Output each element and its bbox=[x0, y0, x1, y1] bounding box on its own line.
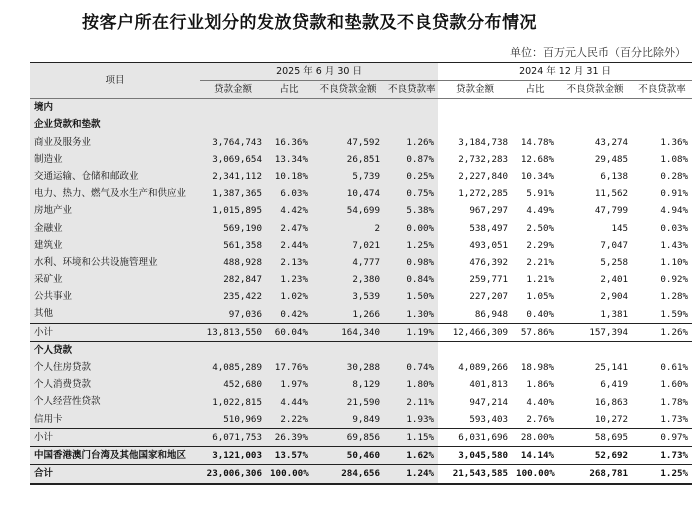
table-row bbox=[30, 185, 692, 202]
cell-value: 58,695 bbox=[558, 428, 632, 446]
cell-value: 86,948 bbox=[474, 308, 509, 320]
cell-value: 7,047 bbox=[600, 239, 629, 251]
header-period-2025: 2025 年 6 月 30 日 bbox=[200, 63, 438, 81]
cell-value: 2.11% bbox=[384, 394, 438, 411]
table-row bbox=[30, 134, 692, 151]
table-row bbox=[30, 359, 692, 376]
row-label: 小计 bbox=[30, 428, 200, 446]
cell-value: 1,387,365 bbox=[200, 185, 266, 202]
table-row bbox=[30, 220, 692, 237]
cell-value: 23,006,306 bbox=[200, 465, 266, 484]
cell-value: 3,121,003 bbox=[200, 447, 266, 465]
total-row bbox=[30, 465, 692, 484]
cell-value: 488,928 bbox=[200, 254, 266, 271]
cell-value: 1.60% bbox=[660, 379, 689, 391]
cell-value: 1.73% bbox=[660, 413, 689, 425]
table-row bbox=[30, 168, 692, 185]
cell-value: 1.23% bbox=[266, 271, 312, 288]
cell-value: 3,184,738 bbox=[458, 136, 509, 148]
cell-value: 268,781 bbox=[558, 465, 632, 484]
cell-value: 47,592 bbox=[312, 134, 384, 151]
cell-value: 3,045,580 bbox=[438, 447, 512, 465]
row-label: 水利、环境和公共设施管理业 bbox=[30, 254, 200, 271]
cell-value: 1,272,285 bbox=[458, 188, 509, 200]
cell-value: 4.94% bbox=[660, 205, 689, 217]
cell-value: 1.15% bbox=[384, 428, 438, 446]
cell-value: 17.76% bbox=[266, 359, 312, 376]
cell-value: 2,380 bbox=[312, 271, 384, 288]
cell-value: 1.62% bbox=[384, 447, 438, 465]
cell-value: 0.92% bbox=[660, 274, 689, 286]
cell-value: 510,969 bbox=[200, 411, 266, 429]
cell-value: 6,138 bbox=[600, 171, 629, 183]
cell-value: 25,141 bbox=[594, 362, 629, 374]
cell-value: 10,474 bbox=[312, 185, 384, 202]
cell-value: 69,856 bbox=[312, 428, 384, 446]
cell-value: 14.14% bbox=[512, 447, 558, 465]
cell-value: 0.03% bbox=[660, 222, 689, 234]
row-label: 中国香港澳门台湾及其他国家和地区 bbox=[30, 447, 200, 465]
cell-value: 2,904 bbox=[600, 291, 629, 303]
cell-value: 97,036 bbox=[200, 306, 266, 324]
cell-value: 1.93% bbox=[384, 411, 438, 429]
col-header: 占比 bbox=[512, 81, 558, 99]
cell-value: 1.50% bbox=[384, 288, 438, 305]
cell-value: 1.10% bbox=[660, 257, 689, 269]
cell-value: 2 bbox=[312, 220, 384, 237]
table-row bbox=[30, 237, 692, 254]
cell-value: 6,071,753 bbox=[200, 428, 266, 446]
cell-value: 0.28% bbox=[660, 171, 689, 183]
header-item: 项目 bbox=[30, 63, 200, 99]
cell-value: 21,543,585 bbox=[438, 465, 512, 484]
cell-value: 947,214 bbox=[469, 396, 509, 408]
subtotal-row-corporate bbox=[30, 323, 692, 341]
cell-value: 2.50% bbox=[526, 222, 555, 234]
cell-value: 100.00% bbox=[512, 465, 558, 484]
table-row bbox=[30, 288, 692, 305]
row-label: 个人住房贷款 bbox=[30, 359, 200, 376]
row-label: 小计 bbox=[30, 323, 200, 341]
cell-value: 2.13% bbox=[266, 254, 312, 271]
cell-value: 1.26% bbox=[632, 323, 692, 341]
cell-value: 282,847 bbox=[200, 271, 266, 288]
row-label: 制造业 bbox=[30, 151, 200, 168]
cell-value: 1.08% bbox=[660, 153, 689, 165]
cell-value: 569,190 bbox=[200, 220, 266, 237]
cell-value: 13.34% bbox=[266, 151, 312, 168]
cell-value: 0.84% bbox=[384, 271, 438, 288]
row-label: 金融业 bbox=[30, 220, 200, 237]
col-header: 占比 bbox=[266, 81, 312, 99]
cell-value: 0.61% bbox=[660, 362, 689, 374]
cell-value: 10.18% bbox=[266, 168, 312, 185]
table-body bbox=[30, 99, 692, 484]
cell-value: 14.78% bbox=[520, 136, 555, 148]
cell-value: 28.00% bbox=[512, 428, 558, 446]
cell-value: 1.86% bbox=[526, 379, 555, 391]
cell-value: 1.21% bbox=[526, 274, 555, 286]
cell-value: 13,813,550 bbox=[200, 323, 266, 341]
cell-value: 2.76% bbox=[526, 413, 555, 425]
table-row bbox=[30, 394, 692, 411]
cell-value: 4,085,289 bbox=[200, 359, 266, 376]
cell-value: 26.39% bbox=[266, 428, 312, 446]
cell-value: 1.02% bbox=[266, 288, 312, 305]
section-label-domestic: 境内 bbox=[30, 99, 200, 117]
cell-value: 11,562 bbox=[594, 188, 629, 200]
cell-value: 561,358 bbox=[200, 237, 266, 254]
cell-value: 3,069,654 bbox=[200, 151, 266, 168]
row-label: 交通运输、仓储和邮政业 bbox=[30, 168, 200, 185]
cell-value: 3,539 bbox=[312, 288, 384, 305]
cell-value: 1.19% bbox=[384, 323, 438, 341]
row-label: 电力、热力、燃气及水生产和供应业 bbox=[30, 185, 200, 202]
cell-value: 0.97% bbox=[632, 428, 692, 446]
cell-value: 47,799 bbox=[594, 205, 629, 217]
cell-value: 5.38% bbox=[384, 203, 438, 220]
cell-value: 4.42% bbox=[266, 203, 312, 220]
cell-value: 0.00% bbox=[384, 220, 438, 237]
cell-value: 30,288 bbox=[312, 359, 384, 376]
cell-value: 1.05% bbox=[526, 291, 555, 303]
cell-value: 100.00% bbox=[266, 465, 312, 484]
cell-value: 1.24% bbox=[384, 465, 438, 484]
cell-value: 16,863 bbox=[594, 396, 629, 408]
cell-value: 145 bbox=[611, 222, 629, 234]
cell-value: 9,849 bbox=[312, 411, 384, 429]
cell-value: 227,207 bbox=[469, 291, 509, 303]
cell-value: 493,051 bbox=[469, 239, 509, 251]
cell-value: 2,227,840 bbox=[458, 171, 509, 183]
cell-value: 1.80% bbox=[384, 376, 438, 393]
cell-value: 4.49% bbox=[526, 205, 555, 217]
cell-value: 12.68% bbox=[520, 153, 555, 165]
cell-value: 967,297 bbox=[469, 205, 509, 217]
cell-value: 157,394 bbox=[558, 323, 632, 341]
cell-value: 54,699 bbox=[312, 203, 384, 220]
cell-value: 16.36% bbox=[266, 134, 312, 151]
cell-value: 4,777 bbox=[312, 254, 384, 271]
cell-value: 1.43% bbox=[660, 239, 689, 251]
cell-value: 2.44% bbox=[266, 237, 312, 254]
table-row bbox=[30, 203, 692, 220]
header-period-2024: 2024 年 12 月 31 日 bbox=[438, 63, 692, 81]
row-label: 公共事业 bbox=[30, 288, 200, 305]
cell-value: 4.44% bbox=[266, 394, 312, 411]
cell-value: 10.34% bbox=[520, 171, 555, 183]
cell-value: 476,392 bbox=[469, 257, 509, 269]
cell-value: 2,401 bbox=[600, 274, 629, 286]
cell-value: 1.30% bbox=[384, 306, 438, 324]
row-label: 其他 bbox=[30, 306, 200, 324]
cell-value: 18.98% bbox=[520, 362, 555, 374]
loan-distribution-table bbox=[30, 62, 692, 485]
cell-value: 6,031,696 bbox=[438, 428, 512, 446]
section-label: 个人贷款 bbox=[30, 342, 200, 360]
unit-note: 单位：百万元人民币（百分比除外） bbox=[510, 46, 686, 59]
cell-value: 0.98% bbox=[384, 254, 438, 271]
cell-value: 0.75% bbox=[384, 185, 438, 202]
page-title: 按客户所在行业划分的发放贷款和垫款及不良贷款分布情况 bbox=[82, 13, 537, 33]
cell-value: 164,340 bbox=[312, 323, 384, 341]
cell-value: 1,015,895 bbox=[200, 203, 266, 220]
cell-value: 0.87% bbox=[384, 151, 438, 168]
cell-value: 2.47% bbox=[266, 220, 312, 237]
overseas-row bbox=[30, 447, 692, 465]
cell-value: 0.91% bbox=[660, 188, 689, 200]
cell-value: 235,422 bbox=[200, 288, 266, 305]
cell-value: 1.26% bbox=[384, 134, 438, 151]
cell-value: 4.40% bbox=[526, 396, 555, 408]
cell-value: 401,813 bbox=[469, 379, 509, 391]
cell-value: 26,851 bbox=[312, 151, 384, 168]
cell-value: 2.29% bbox=[526, 239, 555, 251]
col-header: 不良贷款率 bbox=[632, 81, 692, 99]
cell-value: 2.22% bbox=[266, 411, 312, 429]
table-row bbox=[30, 376, 692, 393]
cell-value: 2,341,112 bbox=[200, 168, 266, 185]
cell-value: 13.57% bbox=[266, 447, 312, 465]
cell-value: 0.74% bbox=[384, 359, 438, 376]
cell-value: 43,274 bbox=[594, 136, 629, 148]
cell-value: 1.25% bbox=[632, 465, 692, 484]
row-label: 采矿业 bbox=[30, 271, 200, 288]
cell-value: 1.25% bbox=[384, 237, 438, 254]
cell-value: 1.59% bbox=[660, 308, 689, 320]
row-label: 房地产业 bbox=[30, 203, 200, 220]
cell-value: 0.25% bbox=[384, 168, 438, 185]
cell-value: 538,497 bbox=[469, 222, 509, 234]
cell-value: 1.73% bbox=[632, 447, 692, 465]
cell-value: 52,692 bbox=[558, 447, 632, 465]
cell-value: 57.86% bbox=[512, 323, 558, 341]
cell-value: 12,466,309 bbox=[438, 323, 512, 341]
cell-value: 259,771 bbox=[469, 274, 509, 286]
cell-value: 50,460 bbox=[312, 447, 384, 465]
cell-value: 2.21% bbox=[526, 257, 555, 269]
cell-value: 1.36% bbox=[660, 136, 689, 148]
section-label-corporate: 企业贷款和垫款 bbox=[30, 117, 200, 134]
row-label: 个人消费贷款 bbox=[30, 376, 200, 393]
cell-value: 1.97% bbox=[266, 376, 312, 393]
table-row bbox=[30, 151, 692, 168]
cell-value: 452,680 bbox=[200, 376, 266, 393]
cell-value: 4,089,266 bbox=[458, 362, 509, 374]
cell-value: 29,485 bbox=[594, 153, 629, 165]
row-label: 信用卡 bbox=[30, 411, 200, 429]
cell-value: 8,129 bbox=[312, 376, 384, 393]
col-header: 不良贷款金额 bbox=[312, 81, 384, 99]
cell-value: 7,021 bbox=[312, 237, 384, 254]
row-label: 个人经营性贷款 bbox=[30, 394, 200, 411]
cell-value: 593,403 bbox=[469, 413, 509, 425]
cell-value: 2,732,283 bbox=[458, 153, 509, 165]
cell-value: 21,590 bbox=[312, 394, 384, 411]
cell-value: 284,656 bbox=[312, 465, 384, 484]
cell-value: 5,739 bbox=[312, 168, 384, 185]
cell-value: 6.03% bbox=[266, 185, 312, 202]
cell-value: 1.78% bbox=[660, 396, 689, 408]
subtotal-row-personal bbox=[30, 428, 692, 446]
section-row-personal bbox=[30, 342, 692, 360]
cell-value: 10,272 bbox=[594, 413, 629, 425]
cell-value: 0.42% bbox=[266, 306, 312, 324]
col-header: 贷款金额 bbox=[438, 81, 512, 99]
cell-value: 1,022,815 bbox=[200, 394, 266, 411]
cell-value: 60.04% bbox=[266, 323, 312, 341]
row-label: 建筑业 bbox=[30, 237, 200, 254]
cell-value: 0.40% bbox=[526, 308, 555, 320]
cell-value: 1.28% bbox=[660, 291, 689, 303]
row-label: 合计 bbox=[30, 465, 200, 484]
table-row bbox=[30, 306, 692, 324]
cell-value: 1,381 bbox=[600, 308, 629, 320]
table-row bbox=[30, 271, 692, 288]
cell-value: 3,764,743 bbox=[200, 134, 266, 151]
cell-value: 5.91% bbox=[526, 188, 555, 200]
row-label: 商业及服务业 bbox=[30, 134, 200, 151]
col-header: 不良贷款金额 bbox=[558, 81, 632, 99]
col-header: 不良贷款率 bbox=[384, 81, 438, 99]
table-row bbox=[30, 254, 692, 271]
col-header: 贷款金额 bbox=[200, 81, 266, 99]
cell-value: 1,266 bbox=[312, 306, 384, 324]
table-row bbox=[30, 411, 692, 429]
cell-value: 5,258 bbox=[600, 257, 629, 269]
cell-value: 6,419 bbox=[600, 379, 629, 391]
